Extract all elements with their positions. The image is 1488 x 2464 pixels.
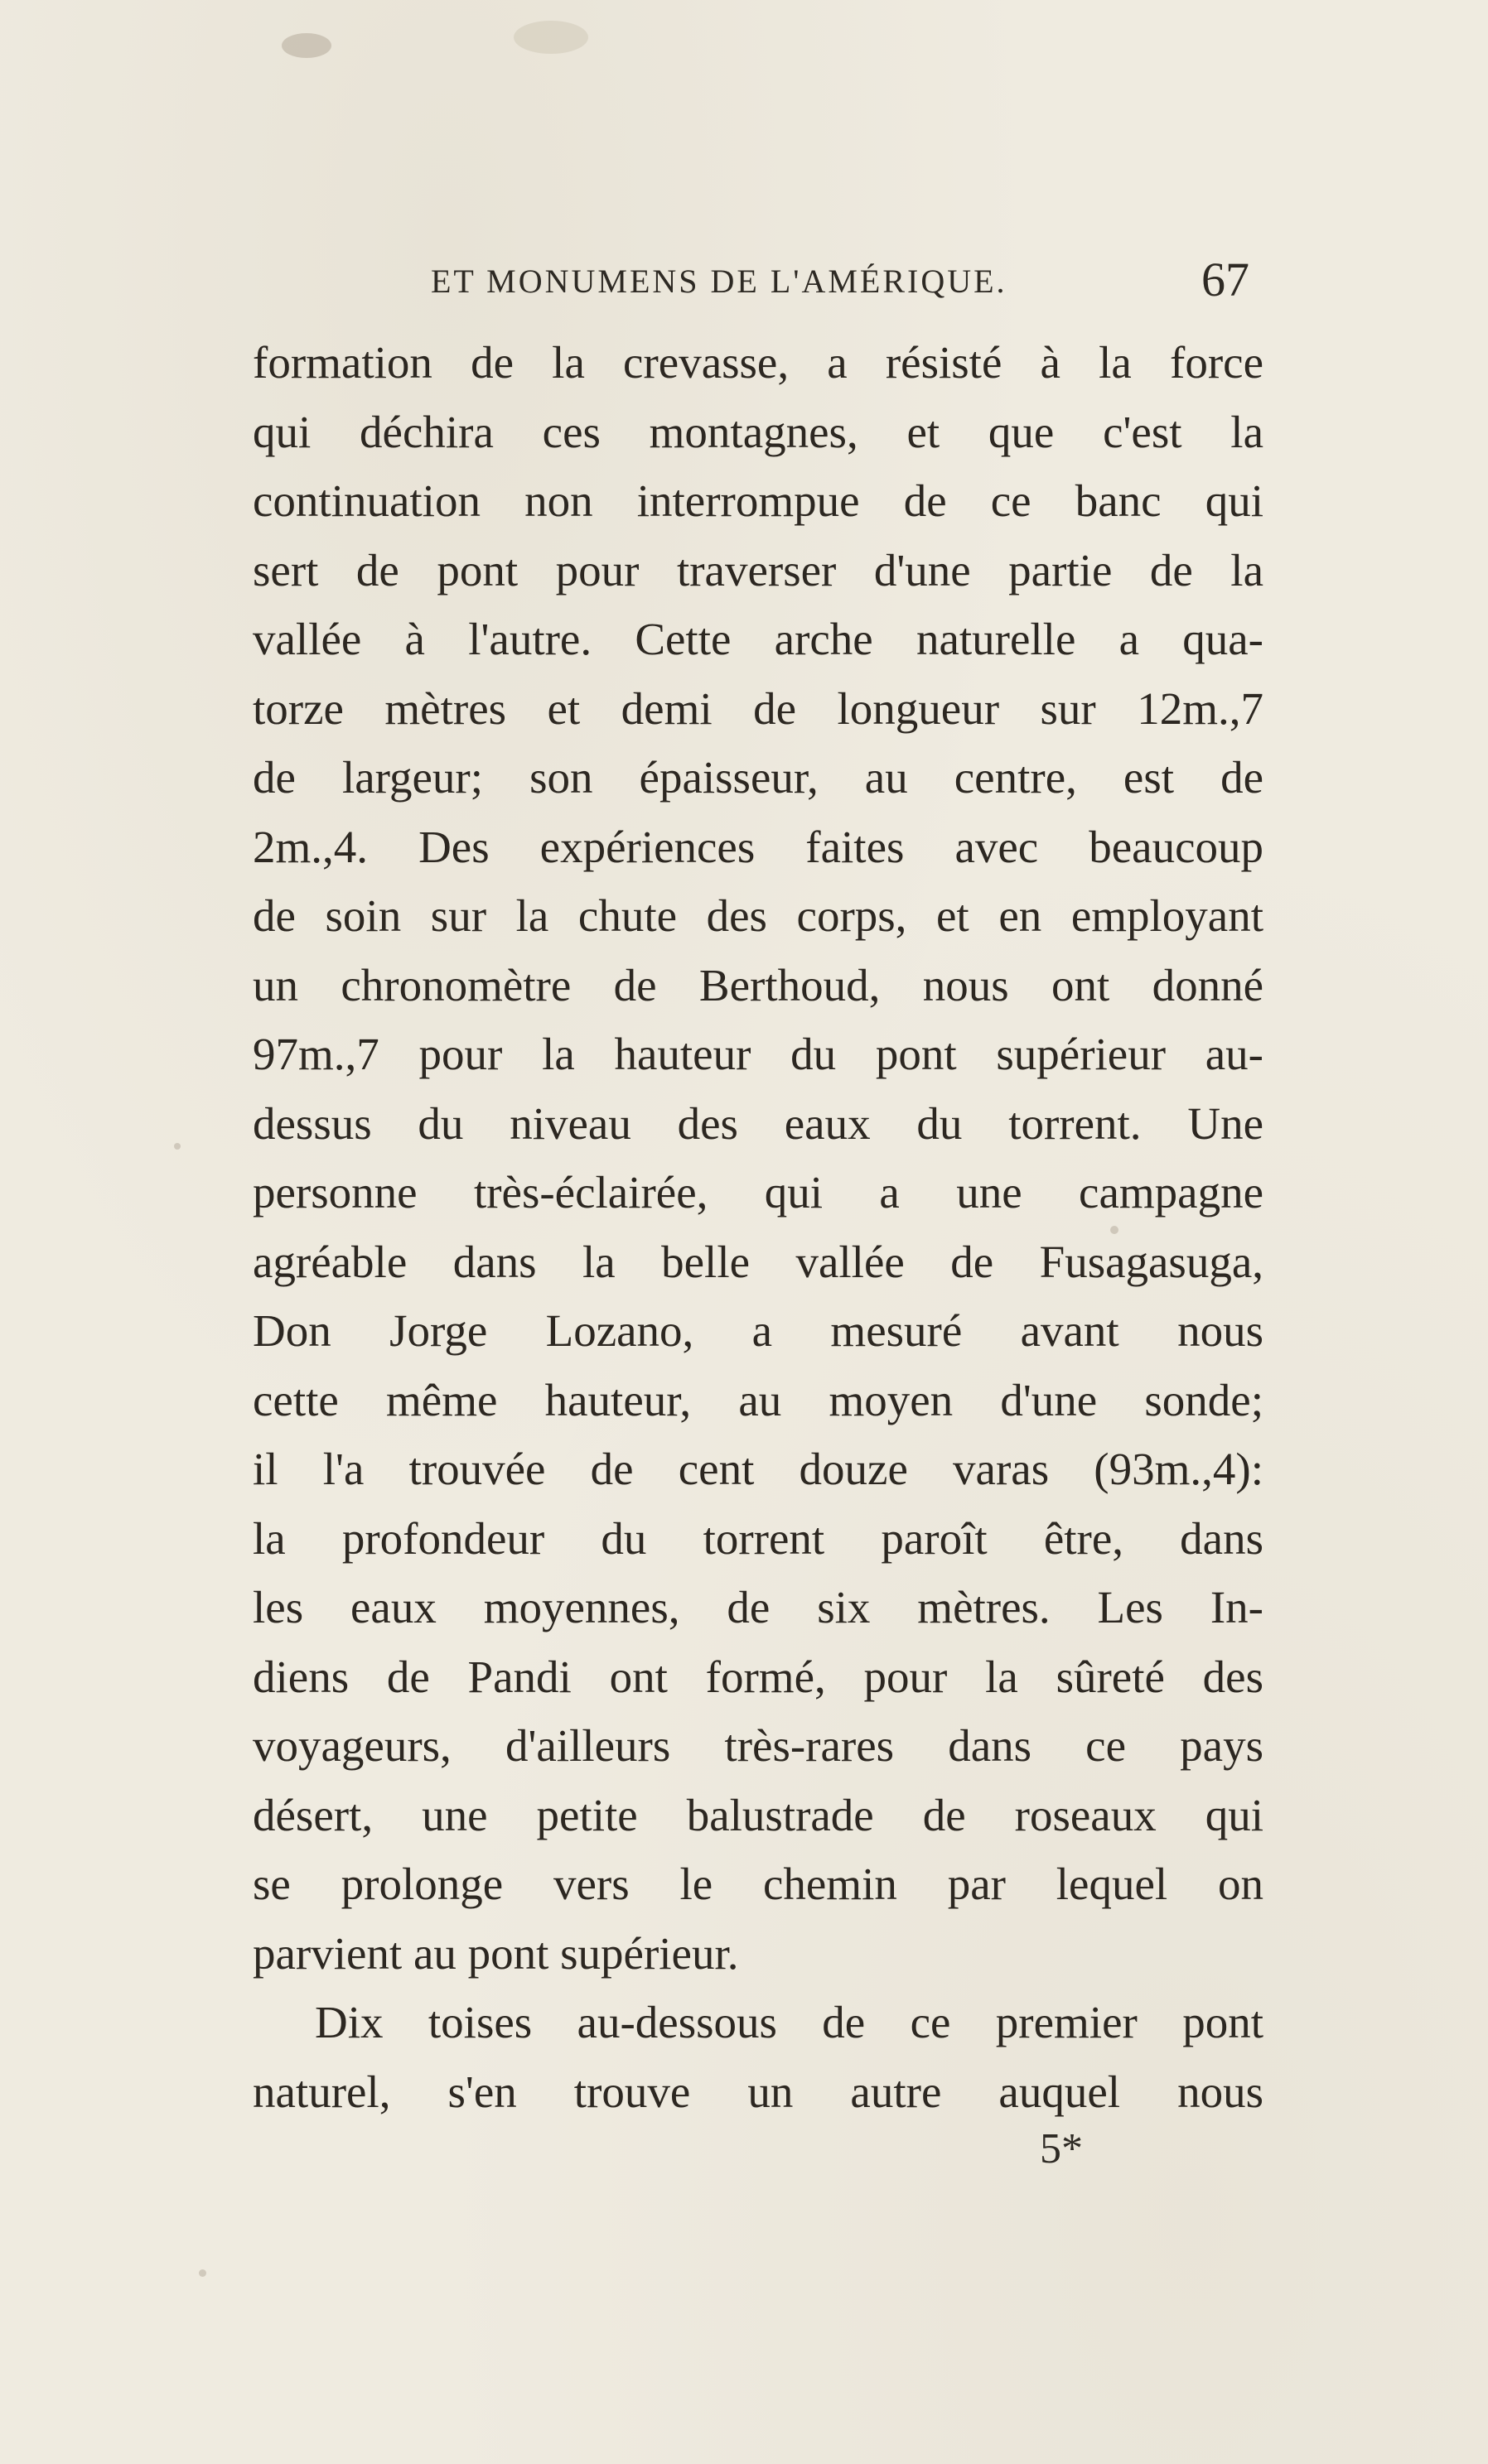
- page-number: 67: [1201, 253, 1249, 306]
- text-line: 2m.,4. Des expériences faites avec beaucoup: [253, 821, 1263, 872]
- text-line: personne très-éclairée, qui a une campagne: [253, 1167, 1263, 1218]
- text-line: désert, une petite balustrade de roseaux qui: [253, 1789, 1263, 1840]
- running-head: ET MONUMENS DE L'AMÉRIQUE.: [431, 263, 1007, 300]
- text-line: cette même hauteur, au moyen d'une sonde;: [253, 1374, 1263, 1425]
- text-line: un chronomètre de Berthoud, nous ont donné: [253, 959, 1263, 1010]
- text-line: il l'a trouvée de cent douze varas (93m.,4):: [253, 1444, 1263, 1494]
- paper-speck: [174, 1143, 181, 1150]
- text-line: les eaux moyennes, de six mètres. Les In-: [253, 1582, 1263, 1632]
- text-line: qui déchira ces montagnes, et que c'est la: [253, 406, 1263, 457]
- text-line: de largeur; son épaisseur, au centre, est de: [253, 752, 1263, 803]
- signature-mark: 5*: [1040, 2125, 1083, 2172]
- text-line: agréable dans la belle vallée de Fusagasuga,: [253, 1236, 1263, 1287]
- text-line: torze mètres et demi de longueur sur 12m.,7: [253, 682, 1263, 734]
- text-line: sert de pont pour traverser d'une partie de la: [253, 544, 1263, 596]
- text-line: 97m.,7 pour la hauteur du pont supérieur au-: [253, 1029, 1263, 1079]
- page-header: [431, 253, 1259, 306]
- text-line: Dix toises au-dessous de ce premier pont: [315, 1997, 1263, 2047]
- text-line: de soin sur la chute des corps, et en employant: [253, 890, 1263, 941]
- text-line: parvient au pont supérieur.: [253, 1927, 739, 1979]
- text-line: formation de la crevasse, a résisté à la force: [253, 337, 1263, 388]
- text-line: continuation non interrompue de ce banc qui: [253, 475, 1263, 526]
- text-line: voyageurs, d'ailleurs très-rares dans ce pays: [253, 1720, 1263, 1771]
- text-line: dessus du niveau des eaux du torrent. Une: [253, 1097, 1263, 1149]
- paper-speck: [199, 2269, 206, 2277]
- text-line: naturel, s'en trouve un autre auquel nous: [253, 2066, 1263, 2117]
- text-line: se prolonge vers le chemin par lequel on: [253, 1859, 1263, 1909]
- paper-stain: [282, 33, 331, 58]
- text-line: diens de Pandi ont formé, pour la sûreté des: [253, 1651, 1263, 1702]
- text-line: vallée à l'autre. Cette arche naturelle a qua-: [253, 614, 1263, 664]
- text-line: la profondeur du torrent paroît être, dans: [253, 1512, 1263, 1564]
- body-text: [253, 328, 1263, 2126]
- paper-stain: [514, 21, 588, 54]
- text-line: Don Jorge Lozano, a mesuré avant nous: [253, 1305, 1263, 1356]
